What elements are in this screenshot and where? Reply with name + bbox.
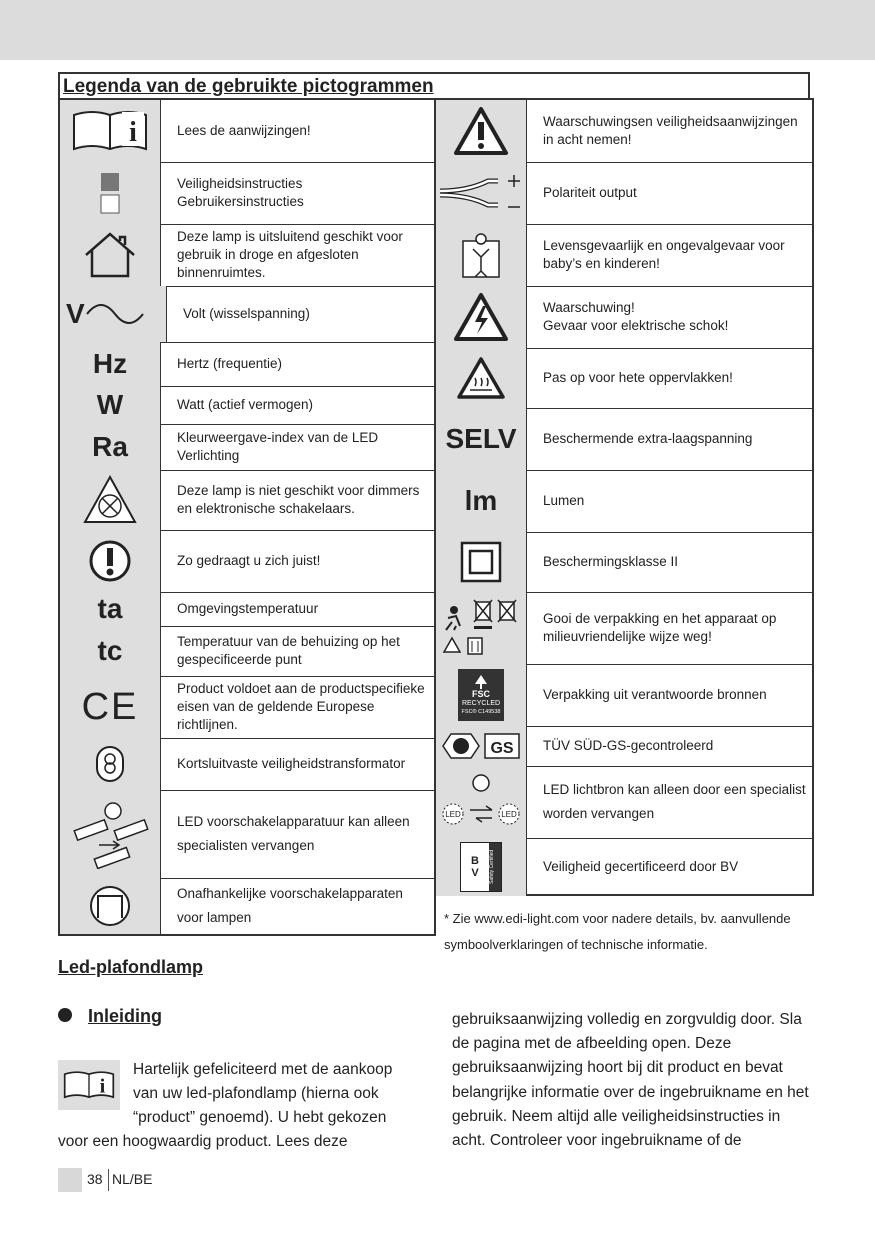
legend-row <box>436 348 812 409</box>
specialist-driver-icon <box>60 790 161 878</box>
legend-row <box>436 838 812 896</box>
tree-icon <box>473 674 489 690</box>
legend-row <box>436 766 812 839</box>
book-info-icon <box>58 1060 120 1110</box>
legend-text: Temperatuur van de behuizing op het gespecificeerde punt <box>177 634 400 667</box>
warning-triangle-icon <box>436 100 527 162</box>
legend-text: Gooi de verpakking en het apparaat op milieuvriendelijke wijze weg! <box>543 611 777 644</box>
legend-row <box>436 532 812 593</box>
ta-icon: ta <box>60 592 161 626</box>
legend-text: LED lichtbron kan alleen door een specialist worden vervangen <box>543 782 806 821</box>
volt-ac-icon: V <box>60 286 167 342</box>
electric-shock-icon <box>436 286 527 348</box>
legend-row <box>436 286 812 349</box>
exclamation-circle-icon <box>60 530 161 592</box>
intro-paragraph-continued: voor een hoogwaardig product. Lees deze <box>58 1133 348 1150</box>
ra-icon: Ra <box>60 424 161 470</box>
top-band <box>0 0 875 60</box>
legend-row <box>60 386 434 425</box>
legend-row <box>60 626 434 677</box>
legend-row <box>60 592 434 627</box>
legend-row <box>60 342 434 387</box>
legend-row <box>60 162 434 225</box>
svg-text:GS: GS <box>490 740 514 757</box>
legend-text: Deze lamp is niet geschikt voor dimmers en elektronische schakelaars. <box>177 483 420 516</box>
tc-icon: tc <box>60 626 161 676</box>
legend-text: Waarschuwing! Gevaar voor elektrische schok! <box>543 300 729 333</box>
no-dimmer-icon <box>60 470 161 530</box>
led-label-right: LED <box>501 810 517 819</box>
svg-text:i: i <box>99 1075 106 1098</box>
squares-icon <box>60 162 161 224</box>
house-icon <box>60 224 161 286</box>
svg-text:i: i <box>129 117 137 148</box>
independent-driver-icon <box>60 878 161 934</box>
legend-text: Omgevingstemperatuur <box>177 601 319 616</box>
bv-logo: B V Safety Certified <box>460 842 502 892</box>
legend-text: Verpakking uit verantwoorde bronnen <box>543 687 767 702</box>
legend-text: Pas op voor hete oppervlakken! <box>543 370 733 385</box>
legend-row <box>436 162 812 225</box>
legend-right-column <box>434 98 814 896</box>
watt-icon: W <box>60 386 161 424</box>
legend-row <box>436 592 812 665</box>
led-label-left: LED <box>445 810 461 819</box>
legend-text: Deze lamp is uitsluitend geschikt voor gebruik in droge en afgesloten binnenruimtes. <box>177 229 403 280</box>
tuv-gs-icon <box>436 726 527 766</box>
legend-text: Levensgevaarlijk en ongevalgevaar voor baby’s en kinderen! <box>543 238 785 271</box>
intro-heading: Inleiding <box>88 1006 162 1026</box>
legend-text: TÜV SÜD-GS-gecontroleerd <box>543 738 714 753</box>
hertz-icon: Hz <box>60 342 161 386</box>
legend-row <box>60 878 434 934</box>
legend-text: Onafhankelijke voorschakelapparaten voor lampen <box>177 886 403 925</box>
book-info-icon <box>60 100 161 162</box>
legend-row <box>60 424 434 471</box>
section-title: Led-plafondlamp <box>58 957 203 977</box>
legend-row <box>436 726 812 767</box>
bullet-icon <box>58 1008 72 1022</box>
legend-row <box>60 738 434 791</box>
legend-text: Veiligheid gecertificeerd door BV <box>543 859 739 874</box>
fsc-logo: FSC RECYCLED FSC® C149538 <box>458 669 504 721</box>
fsc-icon <box>436 664 527 726</box>
legend-text: Waarschuwingsen veiligheidsaanwijzingen in acht nemen! <box>543 114 798 147</box>
ce-icon: CE <box>60 676 161 738</box>
legend-text: Lees de aanwijzingen! <box>177 123 311 138</box>
legend-row <box>60 790 434 879</box>
led-specialist-icon <box>436 766 527 838</box>
footnote: * Zie www.edi-light.com voor nadere details, bv. aanvullende symboolverklaringen of technische informatie. <box>444 911 791 952</box>
legend-text: Hertz (frequentie) <box>177 356 283 371</box>
legend-row <box>60 676 434 739</box>
legend-text: Kleurweergave-index van de LED Verlichting <box>177 430 379 463</box>
page-divider <box>108 1169 109 1191</box>
legend-row <box>436 224 812 287</box>
legend-title: Legenda van de gebruikte pictogrammen <box>58 72 810 98</box>
legend-text: Lumen <box>543 493 585 508</box>
intro-paragraph: Hartelijk gefeliciteerd met de aankoop van uw led-plafondlamp (hierna ook “product” genoemd). U hebt gekozen <box>133 1061 393 1126</box>
legend-text: Veiligheidsinstructies Gebruikersinstructies <box>177 176 304 209</box>
legend-row <box>436 100 812 163</box>
body-paragraph: gebruiksaanwijzing volledig en zorgvuldig door. Sla de pagina met de afbeelding open. Deze gebruiksaanwijzing hoort bij dit product en bevat belangrijke informatie over de ingebruikname en het gebruik. Neem altijd alle veiligheidsinstructies in acht. Controleer voor ingebruikname of de <box>452 1011 809 1150</box>
class-ii-icon <box>436 532 527 592</box>
legend-row <box>60 286 434 343</box>
selv-icon: SELV <box>436 408 527 470</box>
legend-row <box>436 408 812 471</box>
legend-text: Zo gedraagt u zich juist! <box>177 553 321 568</box>
safety-transformer-icon <box>60 738 161 790</box>
bv-icon <box>436 838 527 896</box>
child-danger-icon <box>436 224 527 286</box>
legend-row <box>60 100 434 163</box>
legend-left-column <box>58 98 436 936</box>
legend-row <box>436 470 812 533</box>
legend-text: Polariteit output <box>543 185 637 200</box>
legend-row <box>436 664 812 727</box>
disposal-icon <box>436 592 527 664</box>
legend-text: LED voorschakelapparatuur kan alleen specialisten vervangen <box>177 814 410 853</box>
lumen-icon: lm <box>436 470 527 532</box>
legend-row <box>60 224 434 287</box>
page-number: 38 <box>87 1171 103 1187</box>
legend-text: Watt (actief vermogen) <box>177 397 314 412</box>
legend-text: Beschermende extra-laagspanning <box>543 431 753 446</box>
hot-surface-icon <box>436 348 527 408</box>
legend-row <box>60 530 434 593</box>
legend-text: Kortsluitvaste veiligheidstransformator <box>177 756 406 771</box>
legend-text: Volt (wisselspanning) <box>183 306 310 321</box>
legend-text: Product voldoet aan de productspecifieke eisen van de geldende Europese richtlijnen. <box>177 681 425 732</box>
page-language: NL/BE <box>112 1171 153 1187</box>
legend-row <box>60 470 434 531</box>
polarity-icon <box>436 162 527 224</box>
page-marker <box>58 1168 82 1192</box>
legend-text: Beschermingsklasse II <box>543 554 679 569</box>
